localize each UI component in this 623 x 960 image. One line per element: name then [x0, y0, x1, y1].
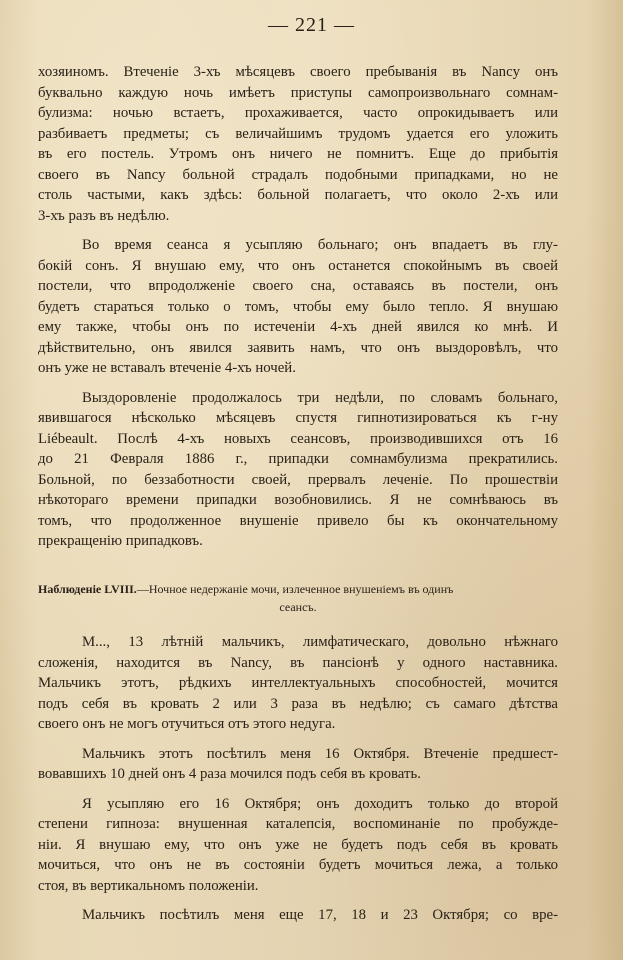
text-line: ему также, чтобы онъ по истеченіи 4-хъ дней явился ко мнѣ. И	[38, 319, 558, 335]
text-line: своего въ Nancy больной страдалъ подобными припадками, но не	[38, 166, 558, 183]
text-line: Я усыпляю его 16 Октября; онъ доходитъ только до второй	[82, 795, 558, 812]
text-line: сложенія, находится въ Nancy, въ пансіонѣ у одного наставника.	[38, 654, 558, 671]
text-line: томъ, что продолженное внушеніе привело бы къ окончательному	[38, 512, 558, 529]
text-line: стоя, въ вертикальномъ положеніи.	[38, 877, 259, 894]
text-line: явившагося нѣсколько мѣсяцевъ спустя гипнотизироваться къ г-ну	[38, 410, 558, 426]
text-line: буквально каждую ночь имѣетъ приступы самопроизвольнаго сомнам-	[38, 84, 558, 101]
text-line: своего онъ не могъ отучиться отъ этого недуга.	[38, 716, 336, 732]
text-line: ніи. Я внушаю ему, что онъ уже не будетъ подъ себя въ кровать	[38, 836, 558, 853]
observation-label: Наблюденіе LVIII.	[38, 582, 137, 596]
text-line: степени гипноза: внушенная каталепсія, воспоминаніе по пробужде-	[38, 816, 558, 832]
text-line: вовавшихъ 10 дней онъ 4 раза мочился подъ себя въ кровать.	[38, 766, 421, 782]
text-line: въ его постель. Утромъ онъ ничего не помнитъ. Еще до прибытія	[38, 146, 558, 162]
text-line: булизма: ночью встаетъ, прохаживается, часто опрокидываетъ или	[38, 105, 558, 121]
text-line: нѣкотораго времени припадки возобновились. Я не сомнѣваюсь въ	[38, 492, 558, 508]
text-line: Мальчикъ этотъ, рѣдкихъ интеллектуальныхъ способностей, мочится	[38, 675, 558, 691]
text-line: прекращенію припадковъ.	[38, 533, 203, 549]
text-line: Во время сеанса я усыпляю больнаго; онъ впадаетъ въ глу-	[82, 237, 558, 253]
observation-title-continued: сеансъ.	[279, 600, 317, 614]
text-line: Мальчикъ этотъ посѣтилъ меня 16 Октября. Втеченіе предшест-	[82, 745, 558, 762]
text-line: дѣйствительно, онъ явился заявить намъ, что онъ выздоровѣлъ, что	[38, 339, 558, 356]
text-line: Liébeault. Послѣ 4-хъ новыхъ сеансовъ, производившихся отъ 16	[38, 430, 558, 447]
text-line: постели, что впродолженіе своего сна, оставаясь въ постели, онъ	[38, 278, 558, 294]
text-line: до 21 Февраля 1886 г., припадки сомнамбулизма прекратились.	[38, 451, 558, 467]
observation-heading	[38, 580, 558, 616]
page-number: — 221 —	[268, 14, 355, 36]
observation-text-block	[38, 632, 558, 926]
main-text-block	[38, 62, 558, 552]
text-line: М..., 13 лѣтній мальчикъ, лимфатическаго, довольно нѣжнаго	[82, 634, 558, 650]
text-line: 3-хъ разъ въ недѣлю.	[38, 207, 170, 224]
text-line: бокій сонъ. Я внушаю ему, что онъ останется спокойнымъ въ своей	[38, 257, 558, 274]
observation-title-line	[38, 580, 558, 598]
observation-title: —Ночное недержаніе мочи, излеченное внушеніемъ въ одинъ	[136, 582, 454, 596]
text-line: Мальчикъ посѣтилъ меня еще 17, 18 и 23 Октября; со вре-	[82, 907, 558, 923]
text-line: хозяиномъ. Втеченіе 3-хъ мѣсяцевъ своего пребыванія въ Nancy онъ	[38, 64, 558, 80]
text-line: онъ уже не вставалъ втеченіе 4-хъ ночей.	[38, 360, 296, 376]
text-line: разбиваетъ предметы; съ величайшимъ трудомъ удается его уложить	[38, 125, 558, 142]
text-line: столь частыми, какъ здѣсь: больной полагаетъ, что около 2-хъ или	[38, 187, 558, 203]
text-line: Больной, по беззаботности своей, прервалъ леченіе. По прошествіи	[38, 471, 558, 488]
text-line: будетъ стараться только о томъ, чтобы ему было тепло. Я внушаю	[38, 298, 558, 315]
text-line: Выздоровленіе продолжалось три недѣли, по словамъ больнаго,	[82, 389, 558, 406]
text-line: мочиться, что онъ не въ состояніи будетъ мочиться лежа, а только	[38, 857, 558, 873]
text-line: подъ себя въ кровать 2 или 3 раза въ недѣлю; съ самаго дѣтства	[38, 695, 558, 712]
